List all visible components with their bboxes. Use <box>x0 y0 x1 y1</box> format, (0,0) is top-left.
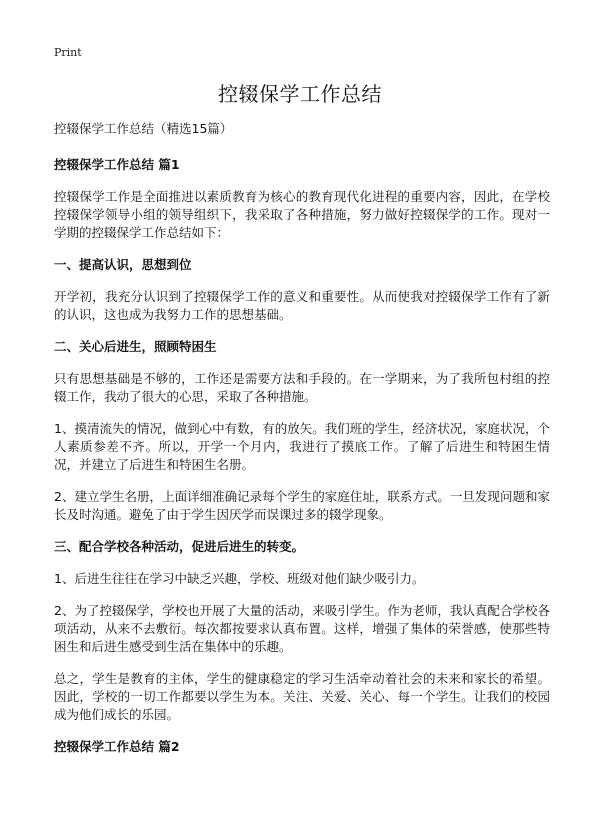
section-heading: 控辍保学工作总结 篇2 <box>54 739 180 754</box>
sub-heading: 一、提高认识，思想到位 <box>54 257 192 272</box>
paragraph: 2、建立学生名册，上面详细准确记录每个学生的家庭住址，联系方式。一旦发现问题和家长及时沟通。避免了由于学生因厌学而误课过多的辍学现象。 <box>54 489 550 522</box>
sub-heading: 三、配合学校各种活动，促进后进生的转变。 <box>54 539 305 554</box>
section-1 <box>54 156 550 724</box>
document-subtitle: 控辍保学工作总结（精选15篇） <box>54 121 233 136</box>
paragraph: 开学初，我充分认识到了控辍保学工作的意义和重要性。从而使我对控辍保学工作有了新的认识，这也成为我努力工作的思想基础。 <box>54 289 550 322</box>
print-link[interactable]: Print <box>54 46 82 59</box>
document-body <box>54 120 550 770</box>
paragraph: 2、为了控辍保学，学校也开展了大量的活动，来吸引学生。作为老师，我认真配合学校各项活动，从来不去敷衍。每次都按要求认真布置。这样，增强了集体的荣誉感，使那些特困生和后进生感受到生活在集体中的乐趣。 <box>54 603 550 654</box>
paragraph: 1、摸清流失的情况，做到心中有数，有的放矢。我们班的学生，经济状况，家庭状况，个人素质参差不齐。所以，开学一个月内，我进行了摸底工作。了解了后进生和特困生情况，并建立了后进生和特困生名册。 <box>54 421 550 472</box>
section-2 <box>54 738 550 756</box>
paragraph: 只有思想基础是不够的，工作还是需要方法和手段的。在一学期来，为了我所包村组的控辍工作，我动了很大的心思，采取了各种措施。 <box>54 371 550 404</box>
paragraph: 总之，学生是教育的主体，学生的健康稳定的学习生活牵动着社会的未来和家长的希望。因此，学校的一切工作都要以学生为本。关注、关爱、关心、每一个学生。让我们的校园成为他们成长的乐园。 <box>54 671 550 722</box>
paragraph: 1、后进生往往在学习中缺乏兴趣，学校、班级对他们缺少吸引力。 <box>54 571 425 586</box>
section-heading: 控辍保学工作总结 篇1 <box>54 157 180 172</box>
page-title: 控辍保学工作总结 <box>218 82 382 106</box>
paragraph: 控辍保学工作是全面推进以素质教育为核心的教育现代化进程的重要内容，因此，在学校控辍保学领导小组的领导组织下，我采取了各种措施，努力做好控辍保学的工作。现对一学期的控辍保学工作总结如下： <box>54 189 550 240</box>
sub-heading: 二、关心后进生，照顾特困生 <box>54 339 217 354</box>
